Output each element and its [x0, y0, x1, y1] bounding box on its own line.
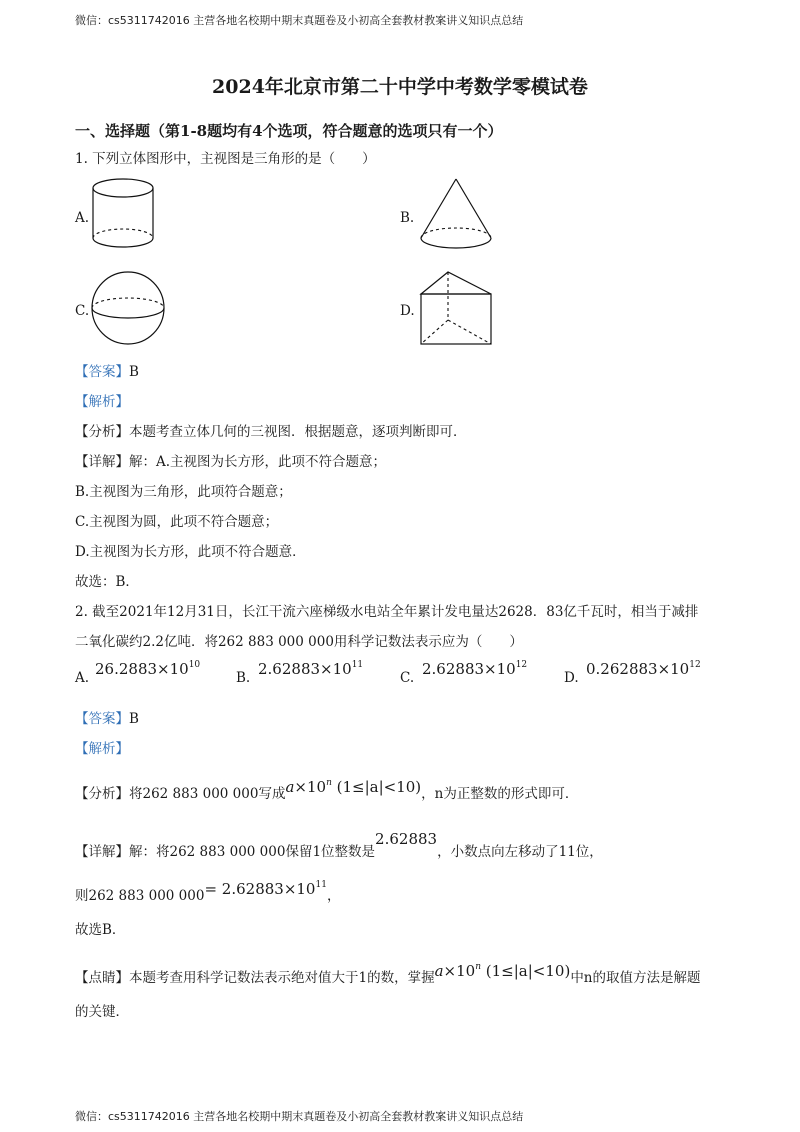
q2-fenxi: [75, 778, 578, 803]
q2-option-a-value: $26.2883\times 10^{10}$: [95, 660, 201, 678]
answer-tag: 【答案】: [75, 711, 129, 727]
q2-option-d-value: $0.262883\times 10^{12}$: [586, 660, 701, 678]
dianjing-pre: 本题考查用科学记数法表示绝对值大于1的数，掌握: [129, 970, 435, 986]
answer-value: B: [129, 364, 139, 380]
page-header: 微信：cs5311742016 主营各地名校期中期末真题卷及小初高全套教材教案讲义知识点总结: [75, 14, 524, 27]
xiangjie-tag: 【详解】: [75, 844, 129, 860]
q1-line-c: C.主视图为圆，此项不符合题意；: [75, 514, 279, 530]
fenxi-pre: 将262 883 000 000写成: [129, 786, 286, 802]
sphere-figure: [90, 270, 170, 350]
sci-notation-formula: $a\times 10^n$ (1≤|a|<10): [285, 778, 422, 796]
q1-option-d-label: D.: [400, 303, 415, 319]
q1-option-a-label: A.: [75, 210, 90, 226]
q1-answer: [75, 363, 139, 381]
q1-fenxi: [75, 423, 467, 441]
page-title: 2024年北京市第二十中学中考数学零模试卷: [212, 76, 588, 98]
answer-tag: 【答案】: [75, 364, 129, 380]
xiangjie-tag: 【详解】: [75, 454, 129, 470]
section-heading: 一、选择题（第1-8题均有4个选项，符合题意的选项只有一个）: [75, 122, 503, 140]
q2-option-c-value: $2.62883\times 10^{12}$: [422, 660, 528, 678]
fenxi-tag: 【分析】: [75, 786, 129, 802]
xiangjie-number: 2.62883: [375, 830, 438, 848]
then-post: ，: [326, 888, 341, 904]
page-footer: 微信：cs5311742016 主营各地名校期中期末真题卷及小初高全套教材教案讲义知识点总结: [75, 1110, 524, 1123]
triangular-prism-figure: [418, 270, 498, 350]
q2-option-b-label: B.: [236, 670, 251, 686]
q1-option-c-label: C.: [75, 303, 90, 319]
answer-value: B: [129, 711, 139, 727]
q1-option-b-label: B.: [400, 210, 415, 226]
q2-xiangjie: [75, 830, 603, 861]
q1-stem: 1. 下列立体图形中，主视图是三角形的是（ ）: [75, 151, 376, 167]
q2-option-a-label: A.: [75, 670, 90, 686]
q1-line-d: D.主视图为长方形，此项不符合题意．: [75, 544, 306, 560]
q2-option-c-label: C.: [400, 670, 415, 686]
q1-conclusion: 故选：B．: [75, 574, 139, 590]
q1-line-b: B.主视图为三角形，此项符合题意；: [75, 484, 292, 500]
q2-answer: [75, 710, 139, 728]
then-pre: 则262 883 000 000: [75, 888, 205, 904]
q2-analysis-tag: 【解析】: [75, 741, 129, 757]
xiangjie-post: ，小数点向左移动了11位，: [437, 844, 603, 860]
dianjing-post: 中n的取值方法是解题: [570, 970, 701, 986]
dianjing-tag: 【点睛】: [75, 970, 129, 986]
q2-dianjing: [75, 962, 701, 987]
then-formula: = $2.62883\times 10^{11}$: [204, 880, 327, 898]
q2-stem-line2: 二氧化碳约2.2亿吨．将262 883 000 000用科学记数法表示应为（ ）: [75, 634, 523, 650]
q2-option-b-value: $2.62883\times 10^{11}$: [258, 660, 364, 678]
dianjing-formula: $a\times 10^n$ (1≤|a|<10): [434, 962, 571, 980]
q2-option-d-label: D.: [564, 670, 579, 686]
xiangjie-pre: 解：将262 883 000 000保留1位整数是: [129, 844, 376, 860]
fenxi-text: 本题考查立体几何的三视图．根据题意，逐项判断即可．: [129, 424, 467, 440]
xiangjie-text: 解：A.主视图为长方形，此项不符合题意；: [129, 454, 387, 470]
cylinder-figure: [90, 176, 160, 256]
cone-figure: [418, 176, 498, 256]
q1-analysis-tag: 【解析】: [75, 394, 129, 410]
q2-then: [75, 880, 340, 905]
q2-stem-line1: 2. 截至2021年12月31日，长江干流六座梯级水电站全年累计发电量达2628．83亿千瓦时，相当于减排: [75, 604, 699, 620]
q1-xiangjie: [75, 453, 386, 471]
q2-conclusion: 故选B．: [75, 922, 126, 938]
fenxi-tag: 【分析】: [75, 424, 129, 440]
q2-dianjing-line2: 的关键．: [75, 1004, 129, 1020]
fenxi-post: ，n为正整数的形式即可．: [421, 786, 579, 802]
